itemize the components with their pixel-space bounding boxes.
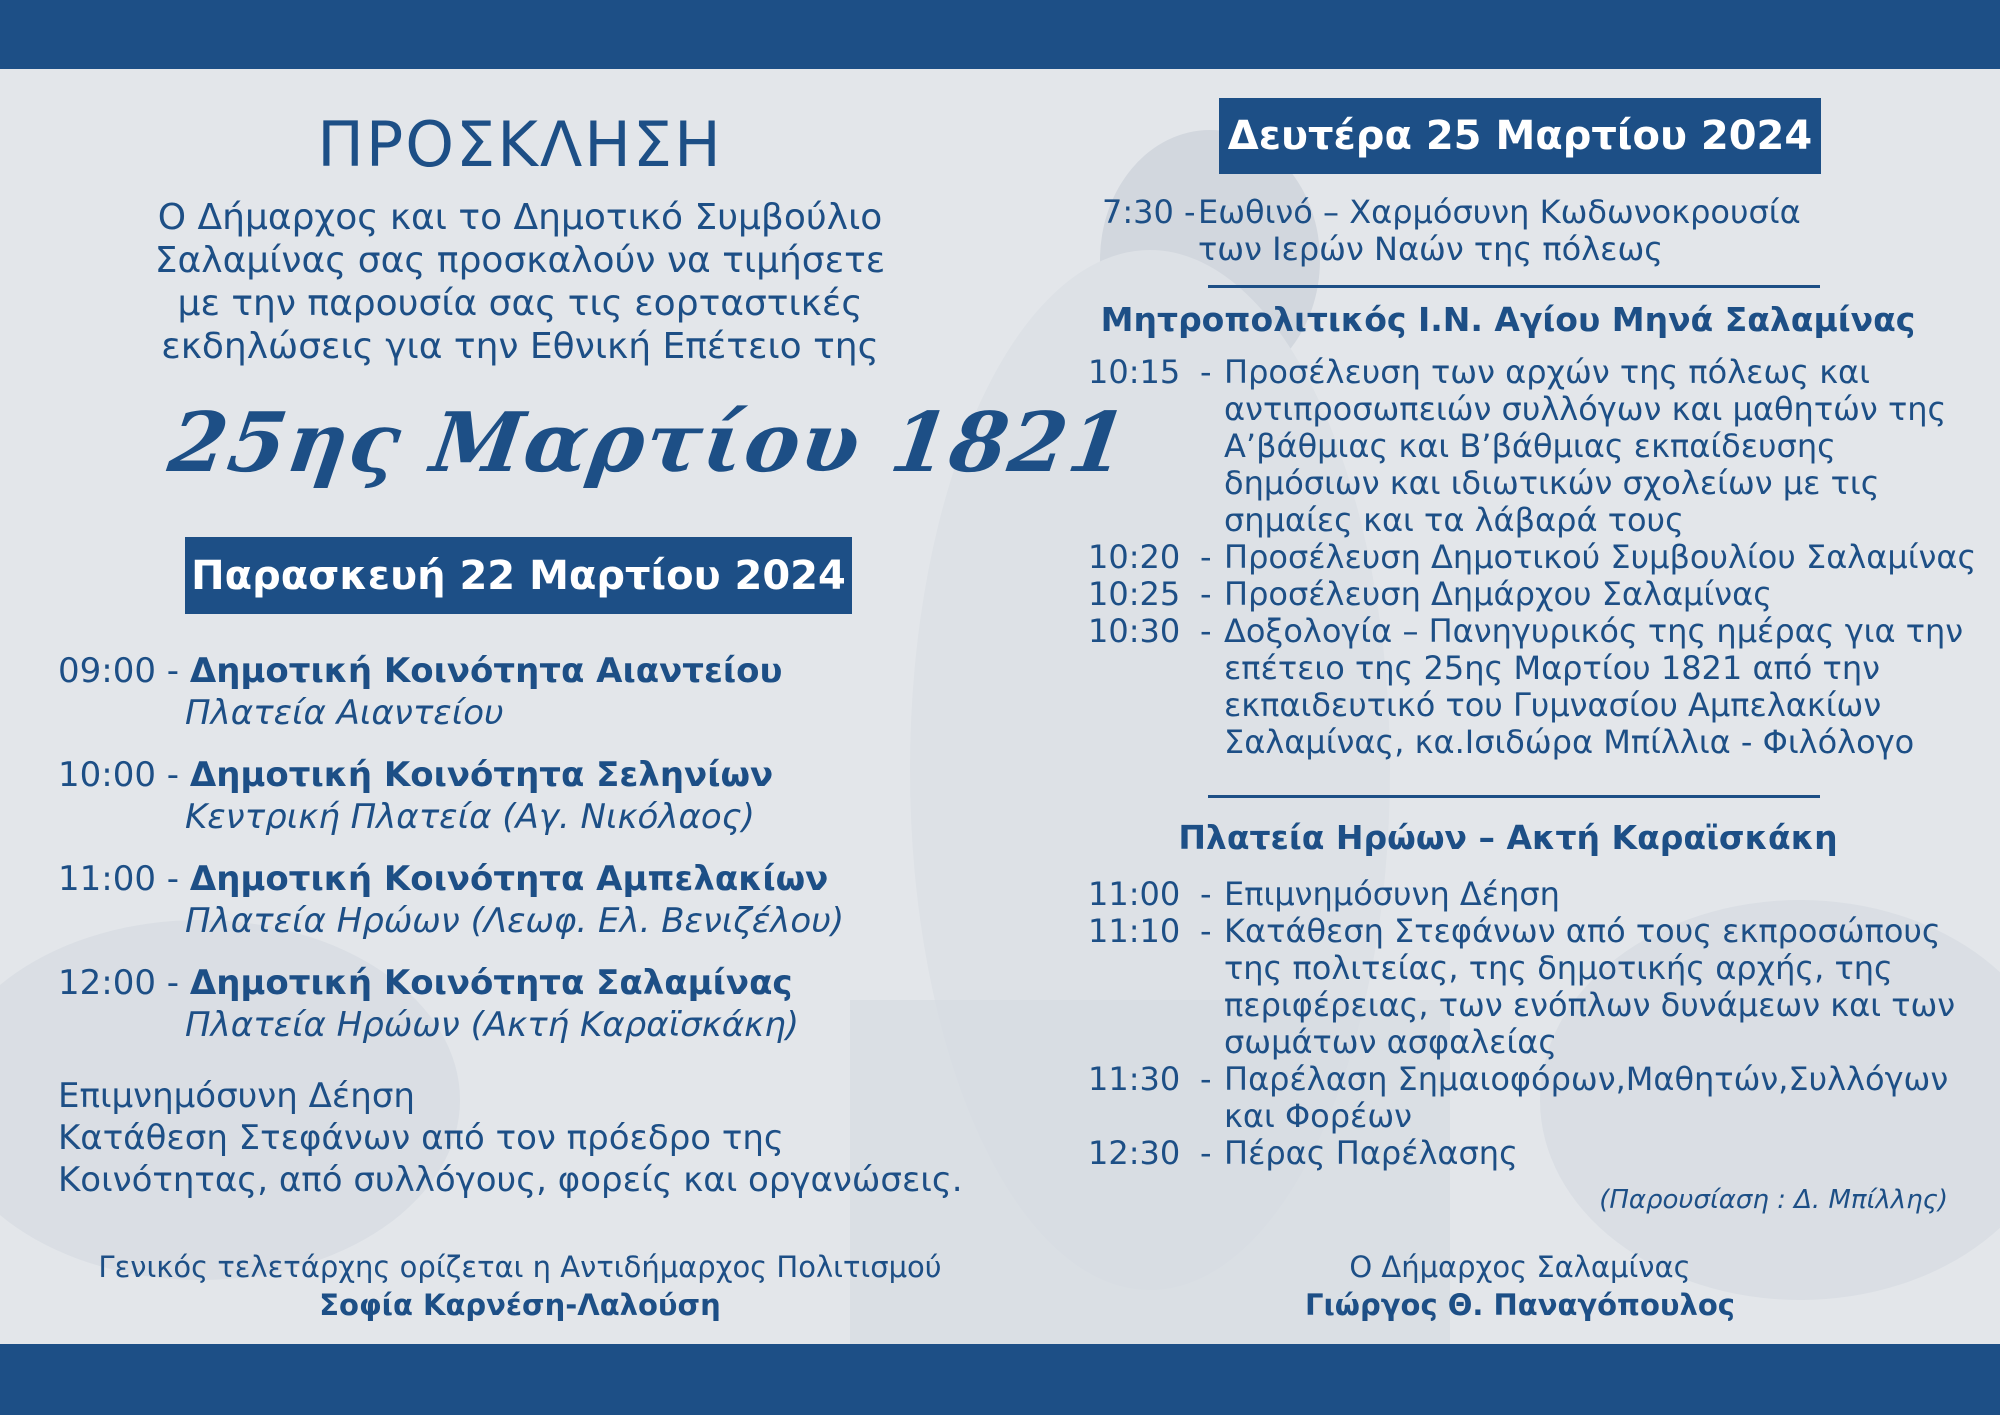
schedule-row: 10:30 - Δοξολογία – Πανηγυρικός της ημέρας για την επέτειο της 25ης Μαρτίου 1821 από την εκπαιδευτικό του Γυμνασίου Αμπελακίων Σαλαμίνας, κα.Ισιδώρα Μπίλλια - Φιλόλογο [1088, 612, 1964, 761]
schedule-row: 10:20 - Προσέλευση Δημοτικού Συμβουλίου Σαλαμίνας [1088, 538, 1977, 576]
note-line: Κατάθεση Στεφάνων από τον πρόεδρο της [58, 1118, 784, 1158]
square-schedule [1088, 876, 1955, 1172]
entry-line: σημαίες και τα λάβαρά τους [1224, 501, 1684, 539]
item-name: Δημοτική Κοινότητα Αμπελακίων [189, 859, 829, 899]
presenter-note: (Παρουσίαση : Δ. Μπίλλης) [1599, 1185, 1948, 1215]
item-place: Κεντρική Πλατεία (Αγ. Νικόλαος) [185, 797, 755, 837]
item-time: 10:00 - [58, 755, 180, 795]
item-time: 12:00 - [58, 963, 180, 1003]
entry-line: σωμάτων ασφαλείας [1224, 1023, 1558, 1061]
footer-line: Ο Δήμαρχος Σαλαμίνας [1349, 1250, 1691, 1284]
item-place: Πλατεία Ηρώων (Λεωφ. Ελ. Βενιζέλου) [185, 901, 845, 941]
item-time: 11:00 - [58, 859, 180, 899]
entry-line: περιφέρειας, των ενόπλων δυνάμεων και των [1224, 986, 1956, 1024]
footer-name: Σοφία Καρνέση-Λαλούση [319, 1288, 721, 1322]
list-item [58, 650, 782, 734]
entry-line: επέτειο της 25ης Μαρτίου 1821 από την [1224, 649, 1880, 687]
item-place: Πλατεία Ηρώων (Ακτή Καραϊσκάκη) [185, 1005, 800, 1045]
item-place: Πλατεία Αιαντείου [185, 693, 504, 733]
entry-line: δημόσιων και ιδιωτικών σχολείων με τις [1224, 464, 1880, 502]
intro-line: εκδηλώσεις για την Εθνική Επέτειο της [161, 326, 879, 367]
item-name: Δημοτική Κοινότητα Σεληνίων [189, 755, 774, 795]
date-box-monday: Δευτέρα 25 Μαρτίου 2024 [1219, 98, 1821, 174]
entry-time: 10:30 [1088, 612, 1181, 650]
entry-time: 12:30 [1088, 1134, 1181, 1172]
church-heading: Μητροπολιτικός Ι.Ν. Αγίου Μηνά Σαλαμίνας [1100, 300, 1916, 339]
entry-line: και Φορέων [1224, 1097, 1412, 1135]
entry-time: 10:25 [1088, 575, 1181, 613]
list-item [58, 962, 799, 1046]
entry-time: 10:20 [1088, 538, 1181, 576]
item-name: Δημοτική Κοινότητα Αιαντείου [189, 651, 783, 691]
bottom-band [0, 1344, 2000, 1415]
entry-line: Πέρας Παρέλασης [1224, 1134, 1518, 1172]
entry-line: Προσέλευση Δημοτικού Συμβουλίου Σαλαμίνας [1224, 538, 1977, 576]
entry-line: Σαλαμίνας, κα.Ισιδώρα Μπίλλια - Φιλόλογο [1224, 723, 1915, 761]
right-footer [1220, 1248, 1820, 1324]
entry-line: Α’βάθμιας και Β’βάθμιας εκπαίδευσης [1224, 427, 1836, 465]
intro-line: Σαλαμίνας σας προσκαλούν να τιμήσετε [154, 240, 886, 281]
divider [1208, 285, 1820, 288]
script-date: 25ης Μαρτίου 1821 [163, 395, 1135, 491]
intro-line: με την παρουσία σας τις εορταστικές [177, 283, 863, 324]
schedule-row: 10:25 - Προσέλευση Δημάρχου Σαλαμίνας [1088, 575, 1772, 613]
entry-time: 10:15 [1088, 353, 1181, 391]
date-box-friday: Παρασκευή 22 Μαρτίου 2024 [185, 537, 852, 614]
entry-line: Εωθινό – Χαρμόσυνη Κωδωνοκρουσία [1198, 193, 1801, 231]
entry-line: Επιμνημόσυνη Δέηση [1224, 875, 1560, 913]
top-band [0, 0, 2000, 69]
entry-line: Προσέλευση Δημάρχου Σαλαμίνας [1224, 575, 1772, 613]
square-heading: Πλατεία Ηρώων – Ακτή Καραϊσκάκη [1178, 818, 1838, 857]
intro-line: Ο Δήμαρχος και το Δημοτικό Συμβούλιο [157, 197, 883, 238]
divider [1208, 795, 1820, 798]
note-line: Επιμνημόσυνη Δέηση [58, 1076, 415, 1116]
left-footer [60, 1248, 980, 1324]
entry-time: 11:30 [1088, 1060, 1181, 1098]
schedule-row: 12:30 - Πέρας Παρέλασης [1088, 1134, 1518, 1172]
schedule-row: 11:10 - Κατάθεση Στεφάνων από τους εκπροσώπους της πολιτείας, της δημοτικής αρχής, της περιφέρειας, των ενόπλων δυνάμεων και των σωμάτων ασφαλείας [1088, 912, 1956, 1061]
item-time: 09:00 - [58, 651, 180, 691]
schedule-row: 11:00 - Επιμνημόσυνη Δέηση [1088, 875, 1560, 913]
intro-text [120, 196, 920, 368]
schedule-row: 11:30 - Παρέλαση Σημαιοφόρων,Μαθητών,Συλλόγων και Φορέων [1088, 1060, 1949, 1135]
church-schedule [1088, 354, 1976, 761]
entry-line: αντιπροσωπειών συλλόγων και μαθητών της [1224, 390, 1947, 428]
entry-line: της πολιτείας, της δημοτικής αρχής, της [1224, 949, 1893, 987]
schedule-row: 10:15 - Προσέλευση των αρχών της πόλεως και αντιπροσωπειών συλλόγων και μαθητών της Α’βάθμιας και Β’βάθμιας εκπαίδευσης δημόσιων και ιδιωτικών σχολείων με τις σημαίες και τα λάβαρά τους [1088, 353, 1947, 539]
entry-line: Προσέλευση των αρχών της πόλεως και [1224, 353, 1870, 391]
entry-line: Δοξολογία – Πανηγυρικός της ημέρας για την [1224, 612, 1964, 650]
list-item [58, 858, 844, 942]
entry-time: 7:30 - [1102, 193, 1196, 231]
entry-line: Παρέλαση Σημαιοφόρων,Μαθητών,Συλλόγων [1224, 1060, 1949, 1098]
entry-line: των Ιερών Ναών της πόλεως [1198, 230, 1664, 268]
footer-name: Γιώργος Θ. Παναγόπουλος [1305, 1288, 1735, 1322]
entry-line: εκπαιδευτικό του Γυμνασίου Αμπελακίων [1224, 686, 1882, 724]
item-name: Δημοτική Κοινότητα Σαλαμίνας [189, 963, 793, 1003]
entry-line: Κατάθεση Στεφάνων από τους εκπροσώπους [1224, 912, 1941, 950]
footer-line: Γενικός τελετάρχης ορίζεται η Αντιδήμαρχος Πολιτισμού [98, 1250, 942, 1284]
invitation-title: ΠΡΟΣΚΛΗΣΗ [317, 108, 723, 181]
ceremony-notes [58, 1075, 963, 1201]
bells-entry [1102, 194, 1801, 268]
entry-time: 11:10 [1088, 912, 1181, 950]
list-item [58, 754, 773, 838]
note-line: Κοινότητας, από συλλόγους, φορείς και οργανώσεις. [58, 1160, 963, 1200]
entry-time: 11:00 [1088, 875, 1181, 913]
